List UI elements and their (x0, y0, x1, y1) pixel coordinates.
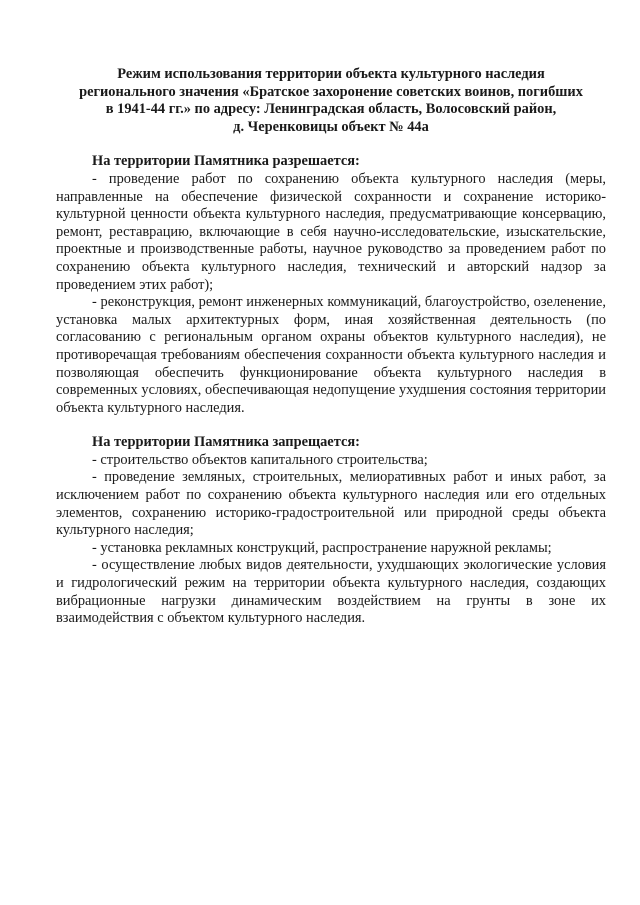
document-page (56, 66, 606, 645)
section-heading-prohibited: На территории Памятника запрещается: (92, 434, 360, 451)
title-line-1: Режим использования территории объекта культурного наследия (117, 66, 545, 82)
permitted-item-1: - проведение работ по сохранению объекта культурного наследия (меры, направленные на обеспечение физической сохранности и сохранение историко-культурной ценности объекта культурного наследия, предусматривающие консервацию, ремонт, реставрацию, включающие в себя научно-исследовательские, изыскательские, проектные и производственные работы, научное руководство за проведением работ по сохранению объекта культурного наследия, технический и авторский надзор за проведением этих работ); (56, 170, 606, 293)
prohibited-item-1: - строительство объектов капитального строительства; (92, 451, 428, 468)
prohibited-item-4: - осуществление любых видов деятельности, ухудшающих экологические условия и гидрологический режим на территории объекта культурного наследия, создающих вибрационные нагрузки динамическим воздействием на грунты в зоне их взаимодействия с объектом культурного наследия. (56, 557, 606, 627)
section-permitted (56, 153, 606, 417)
title-line-4: д. Черенковицы объект № 44а (233, 118, 429, 135)
section-prohibited (56, 434, 606, 628)
prohibited-item-3: - установка рекламных конструкций, распространение наружной рекламы; (92, 539, 552, 556)
prohibited-item-2: - проведение земляных, строительных, мелиоративных работ и иных работ, за исключением работ по сохранению объекта культурного наследия или его отдельных элементов, сохранению историко-градостроительной или природной среды объекта культурного наследия; (56, 469, 606, 539)
section-heading-permitted: На территории Памятника разрешается: (92, 153, 360, 170)
permitted-item-2: - реконструкция, ремонт инженерных коммуникаций, благоустройство, озеленение, установка малых архитектурных форм, иная хозяйственная деятельность (по согласованию с региональным органом охраны объектов культурного наследия), не противоречащая требованиям обеспечения сохранности объекта культурного наследия и позволяющая обеспечить функционирование объекта культурного наследия в современных условиях, обеспечивающая недопущение ухудшения состояния территории объекта культурного наследия. (56, 294, 606, 416)
document-title (56, 66, 606, 136)
title-line-2: регионального значения «Братское захоронение советских воинов, погибших (79, 83, 583, 100)
title-line-3: в 1941-44 гг.» по адресу: Ленинградская область, Волосовский район, (105, 101, 557, 118)
